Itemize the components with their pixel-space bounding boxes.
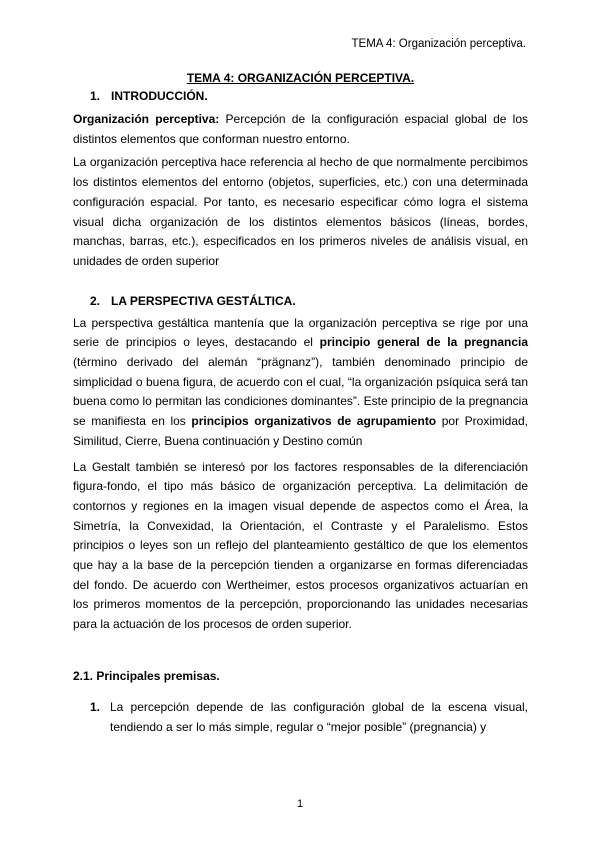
intro-paragraph: La organización perceptiva hace referencia al hecho de que normalmente percibimos los distintos elementos del entorno (objetos, superficies, etc.) con una determinada configuración espacial. Por tanto, es necesario especificar cómo logra el sistema visual dicha organización de los distintos elementos básicos (líneas, bordes, manchas, barras, etc.), especificados en los primeros niveles de análisis visual, en unidades de orden superior: [73, 155, 528, 268]
section-2-heading: [73, 293, 528, 309]
definition-text: Percepción de la configuración espacial global de los distintos elementos que conforman nuestro entorno.: [73, 112, 529, 146]
pregnancy-principle-term: principio general de la pregnancia: [319, 335, 529, 350]
section-1-title: INTRODUCCIÓN.: [111, 89, 208, 103]
definition-paragraph: [73, 110, 528, 149]
list-item: [73, 698, 528, 737]
section-1-number: 1.: [90, 89, 101, 103]
section-1-heading: [73, 88, 528, 104]
page-content: [73, 70, 528, 737]
grouping-principles-term: principios organizativos de agrupamiento: [191, 414, 437, 429]
gestalt-paragraph-1: [73, 314, 528, 452]
section-2-title: LA PERSPECTIVA GESTÁLTICA.: [111, 293, 296, 308]
section-2-number: 2.: [90, 293, 101, 308]
gestalt-paragraph-2: La Gestalt también se interesó por los factores responsables de la diferenciación figura-fondo, el tipo más básico de organización perceptiva. La delimitación de contornos y regiones en la imagen visual depende de aspectos como el Área, la Simetría, la Convexidad, la Orientación, el Contraste y el Paralelismo. Estos principios o leyes son un reflejo del planteamiento gestáltico de que los elementos que hay a la base de la percepción tienden a organizarse en formas diferenciadas del fondo. De acuerdo con Wertheimer, estos procesos organizativos actuarían en los primeros momentos de la percepción, proporcionando las unidades necesarias para la actuación de los procesos de orden superior.: [73, 459, 528, 632]
gestalt-p1-text-c: (término derivado del alemán “prägnanz”), también denominado principio de simplicidad o buena figura, de acuerdo con el cual, “la organización psíquica será tan buena como lo permitan las condiciones dominantes”. Este principio de la pregnancia se manifiesta en los: [73, 355, 528, 429]
page-title: TEMA 4: ORGANIZACIÓN PERCEPTIVA.: [186, 71, 415, 85]
list-item-number: 1.: [90, 699, 101, 714]
gestalt-p1-text-a: La perspectiva gestáltica mantenía que la organización perceptiva se rige por una serie de principios o leyes, destacando el: [73, 315, 528, 350]
subsection-2-1-heading: 2.1. Principales premisas.: [73, 668, 220, 683]
list-item-text: La percepción depende de las configuración global de la escena visual, tendiendo a ser lo más simple, regular o “mejor posible” (pregnancia) y: [110, 699, 528, 734]
page-number: 1: [296, 798, 304, 810]
definition-term: Organización perceptiva:: [73, 112, 220, 126]
gestalt-p1-text-e: por Proximidad, Similitud, Cierre, Buena continuación y Destino común: [73, 414, 529, 448]
running-header: TEMA 4: Organización perceptiva.: [351, 38, 526, 50]
